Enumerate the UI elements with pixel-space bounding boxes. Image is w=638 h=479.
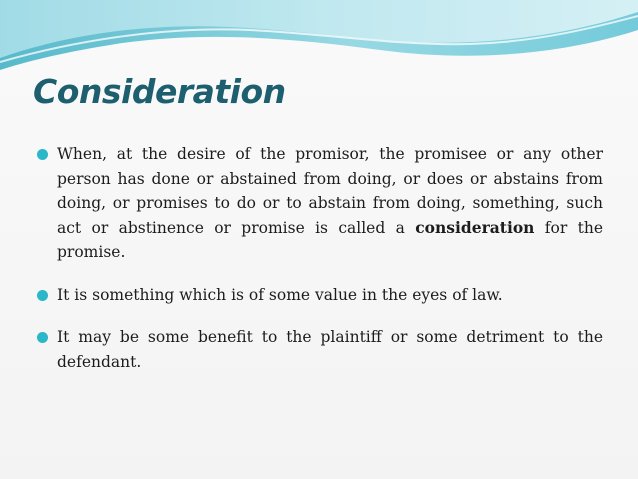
bullet-bold-word: consideration	[415, 217, 535, 237]
bullet-list	[37, 142, 603, 374]
bullet-dot-icon	[37, 290, 48, 301]
bullet-text-before: When, at the desire of the promisor, the promisee or any other person has done or abstained from doing, or does or abstains from doing, or promises to do or to abstain from doing, something, such act or abstinence or promise is called a	[57, 145, 603, 237]
bullet-dot-icon	[37, 332, 48, 343]
bullet-text: It is something which is of some value in the eyes of law.	[57, 285, 503, 304]
bullet-text: It may be some benefit to the plaintiff or some detriment to the defendant.	[57, 328, 603, 371]
bullet-dot-icon	[37, 149, 48, 160]
bullet-item-definition	[37, 142, 603, 265]
bullet-item-value	[37, 283, 603, 308]
bullet-text-after: for the promise.	[57, 218, 604, 261]
header-wave-decoration	[0, 0, 638, 80]
slide-title: Consideration	[33, 72, 286, 111]
bullet-item-benefit	[37, 325, 603, 374]
